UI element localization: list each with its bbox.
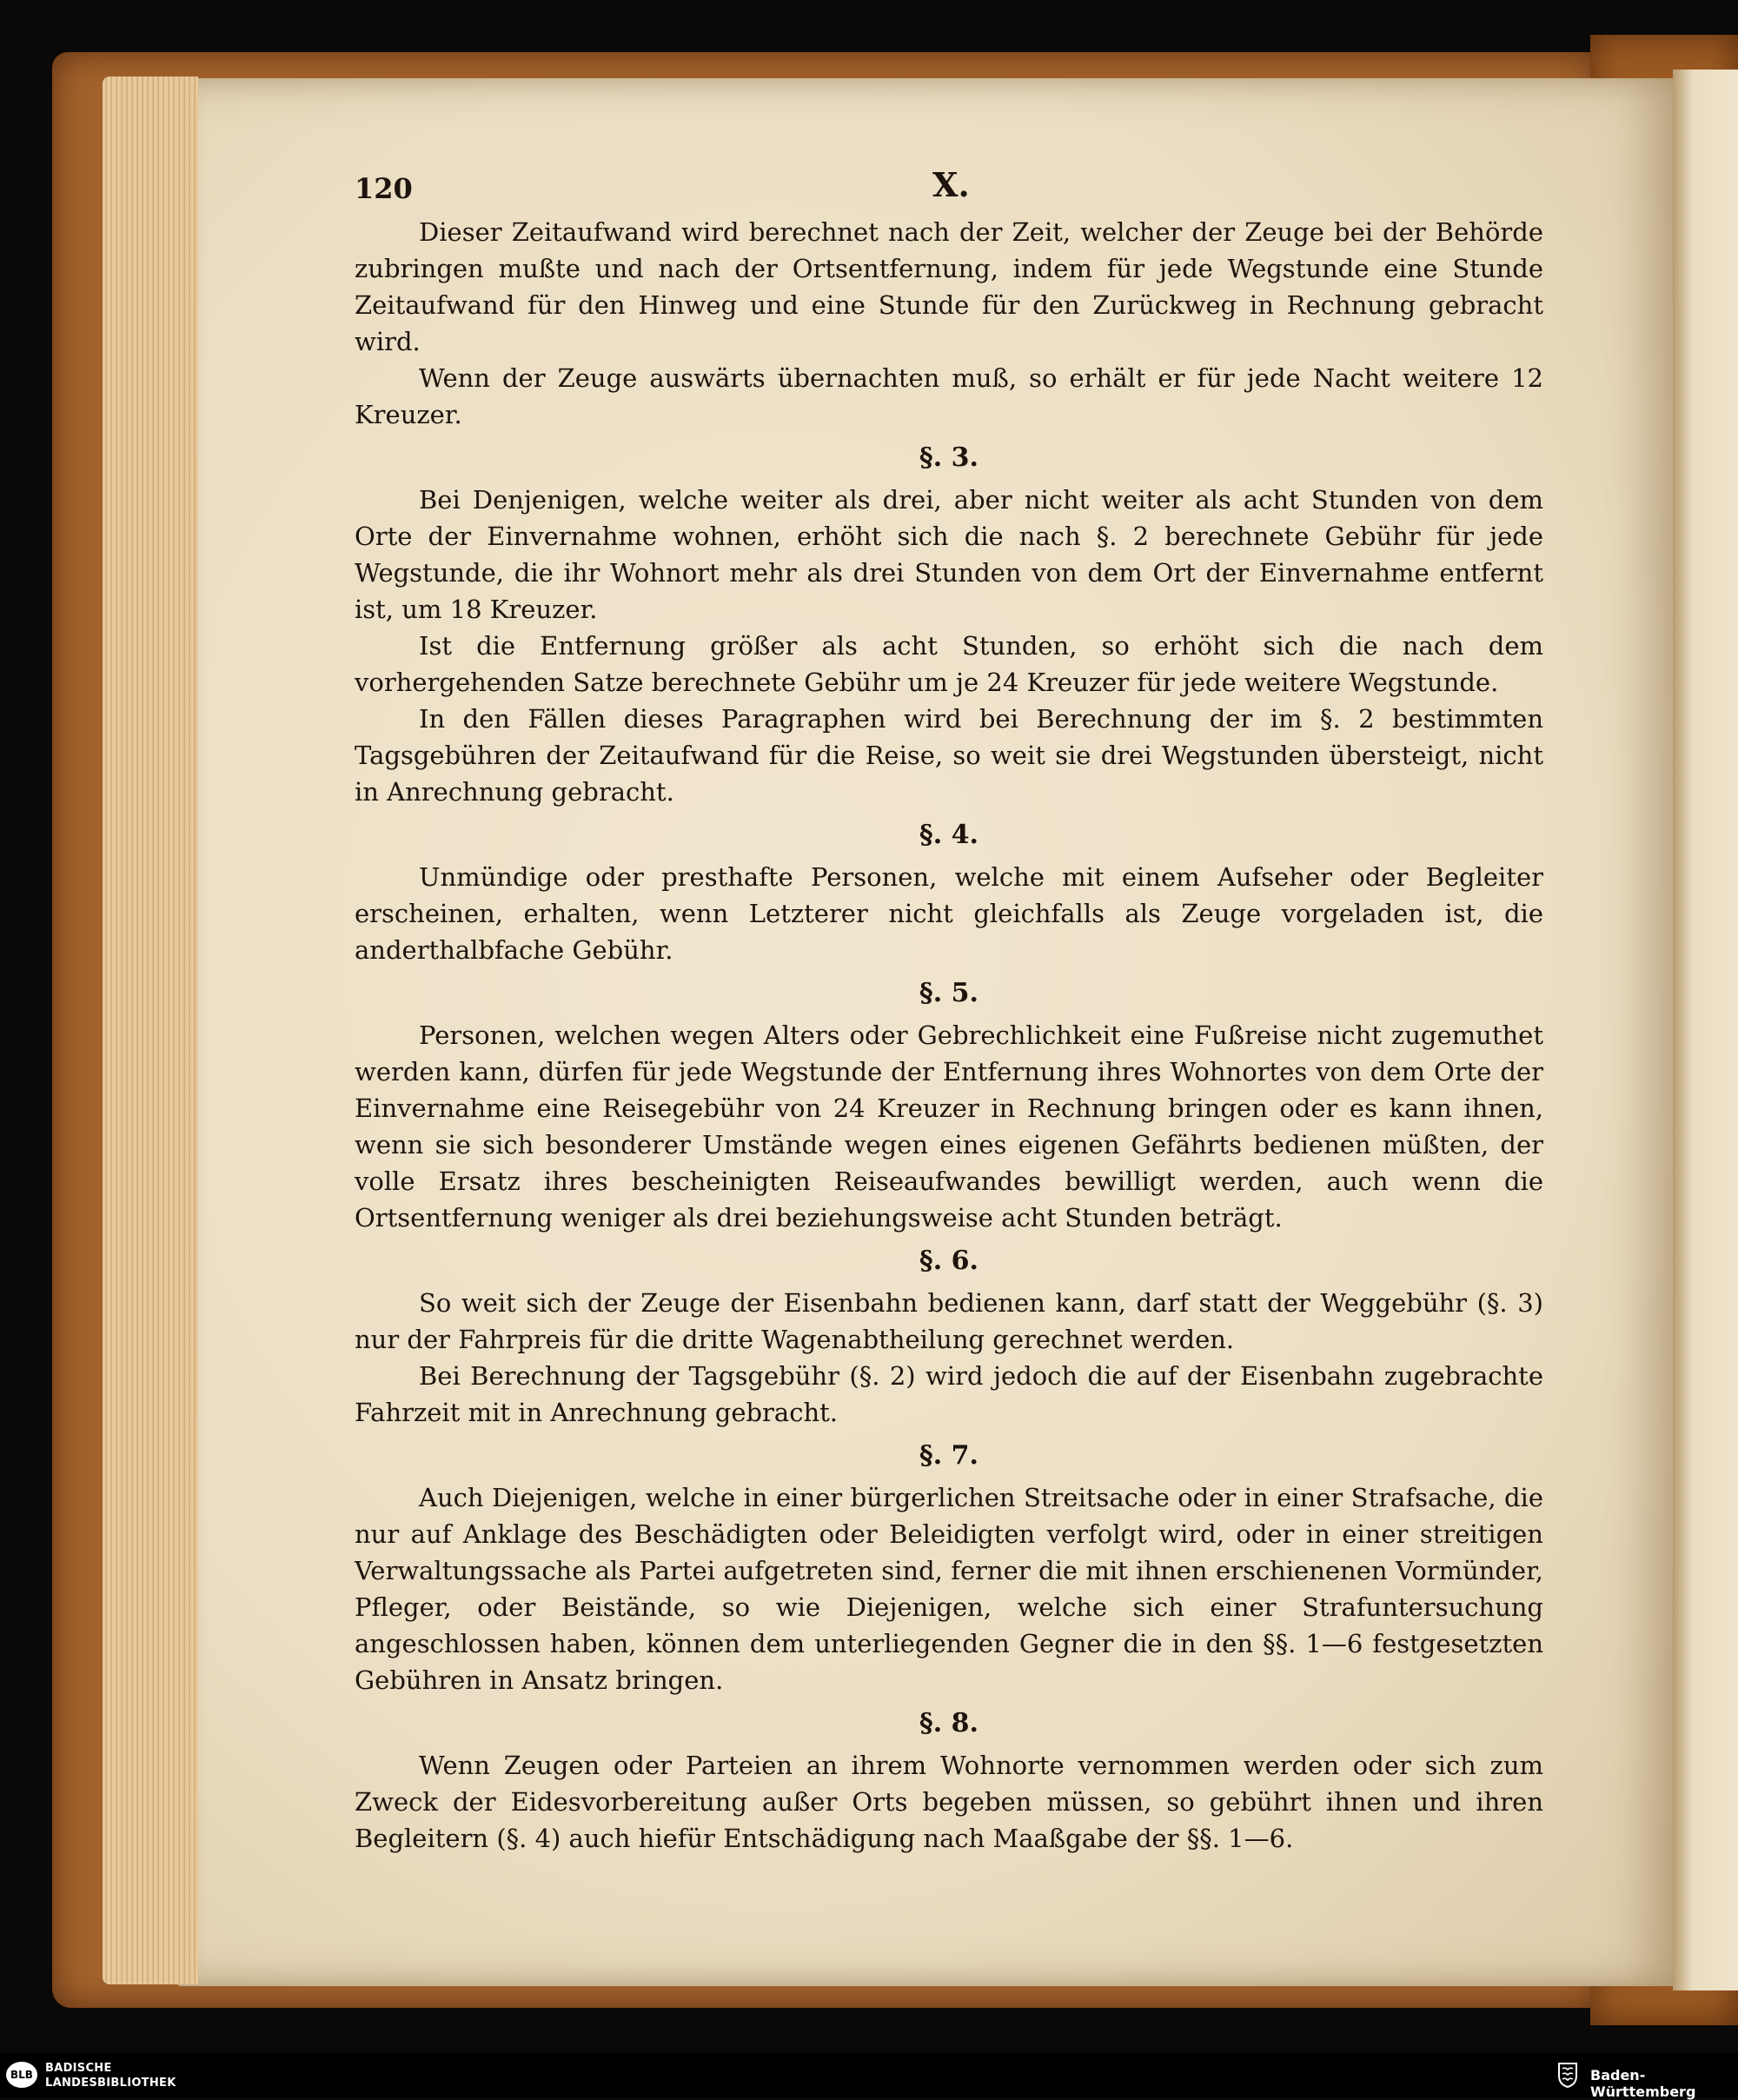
paragraph: Bei Berechnung der Tagsgebühr (§. 2) wird jedoch die auf der Eisenbahn zugebrachte Fahrzeit mit in Anrechnung gebracht. — [355, 1361, 1543, 1427]
part-number: X. — [932, 165, 970, 204]
paragraph: Wenn der Zeuge auswärts übernachten muß, so erhält er für jede Nacht weitere 12 Kreuzer. — [355, 363, 1543, 429]
body-content — [355, 214, 1543, 1857]
viewer-footer — [0, 2053, 1738, 2100]
state-name[interactable]: Baden-Württemberg — [1590, 2067, 1696, 2100]
paragraph: Auch Diejenigen, welche in einer bürgerlichen Streitsache oder in einer Strafsache, die nur auf Anklage des Beschädigten oder Beleidigten verfolgt wird, oder in einer streitigen Verwaltungssache als Partei aufgetreten sind, ferner die mit ihnen erschienenen Vormünder, Pfleger, oder Beistände, so wie Diejenigen, welche sich einer Strafuntersuchung angeschlossen haben, können dem unterliegenden Gegner die in den §§. 1—6 festgesetzten Gebühren in Ansatz bringen. — [355, 1483, 1543, 1695]
page-text — [355, 165, 1543, 1857]
lions-crest-icon[interactable] — [1557, 2062, 1578, 2088]
section-heading: §. 3. — [919, 442, 978, 473]
blb-name-line1: BADISCHE — [45, 2062, 112, 2075]
paragraph: Personen, welchen wegen Alters oder Gebrechlichkeit eine Fußreise nicht zugemuthet werden kann, dürfen für jede Wegstunde der Entfernung ihres Wohnortes von dem Orte der Einvernahme eine Reisegebühr von 24 Kreuzer in Rechnung bringen oder es kann ihnen, wenn sie sich besonderer Umstände wegen eines eigenen Gefährts bedienen müßten, der volle Ersatz ihres bescheinigten Reiseaufwandes bewilligt werden, auch wenn die Ortsentfernung weniger als drei beziehungsweise acht Stunden beträgt. — [355, 1020, 1543, 1233]
page-edges — [103, 76, 198, 1984]
paragraph: Unmündige oder presthafte Personen, welche mit einem Aufseher oder Begleiter erscheinen, erhalten, wenn Letzterer nicht gleichfalls als Zeuge vorgeladen ist, die anderthalbfache Gebühr. — [355, 862, 1543, 965]
blb-logo[interactable]: BLB — [6, 2062, 37, 2088]
section-heading: §. 8. — [919, 1708, 978, 1738]
section-heading: §. 6. — [919, 1246, 978, 1276]
blb-library-name[interactable] — [45, 2061, 176, 2090]
page-header — [355, 165, 1543, 214]
paragraph: Dieser Zeitaufwand wird berechnet nach der Zeit, welcher der Zeuge bei der Behörde zubringen mußte und nach der Ortsentfernung, indem für jede Wegstunde eine Stunde Zeitaufwand für den Hinweg und eine Stunde für den Zurückweg in Rechnung gebracht wird. — [355, 217, 1543, 356]
paragraph: So weit sich der Zeuge der Eisenbahn bedienen kann, darf statt der Weggebühr (§. 3) nur der Fahrpreis für die dritte Wagenabtheilung gerechnet werden. — [355, 1288, 1543, 1354]
paragraph: Ist die Entfernung größer als acht Stunden, so erhöht sich die nach dem vorhergehenden Satze berechnete Gebühr um je 24 Kreuzer für jede weitere Wegstunde. — [355, 631, 1543, 697]
facing-page-edge — [1673, 70, 1738, 1990]
section-heading: §. 4. — [919, 820, 978, 850]
section-heading: §. 5. — [919, 978, 978, 1008]
paragraph: In den Fällen dieses Paragraphen wird bei Berechnung der im §. 2 bestimmten Tagsgebühren der Zeitaufwand für die Reise, so weit sie drei Wegstunden übersteigt, nicht in Anrechnung gebracht. — [355, 704, 1543, 807]
section-heading: §. 7. — [919, 1440, 978, 1471]
paragraph: Bei Denjenigen, welche weiter als drei, aber nicht weiter als acht Stunden von dem Orte der Einvernahme wohnen, erhöht sich die nach §. 2 berechnete Gebühr für jede Wegstunde, die ihr Wohnort mehr als drei Stunden von dem Ort der Einvernahme entfernt ist, um 18 Kreuzer. — [355, 485, 1543, 624]
blb-name-line2: LANDESBIBLIOTHEK — [45, 2077, 176, 2090]
paragraph: Wenn Zeugen oder Parteien an ihrem Wohnorte vernommen werden oder sich zum Zweck der Eidesvorbereitung außer Orts begeben müssen, so gebührt ihnen und ihren Begleitern (§. 4) auch hiefür Entschädigung nach Maaßgabe der §§. 1—6. — [355, 1751, 1543, 1853]
page-number: 120 — [355, 172, 413, 205]
